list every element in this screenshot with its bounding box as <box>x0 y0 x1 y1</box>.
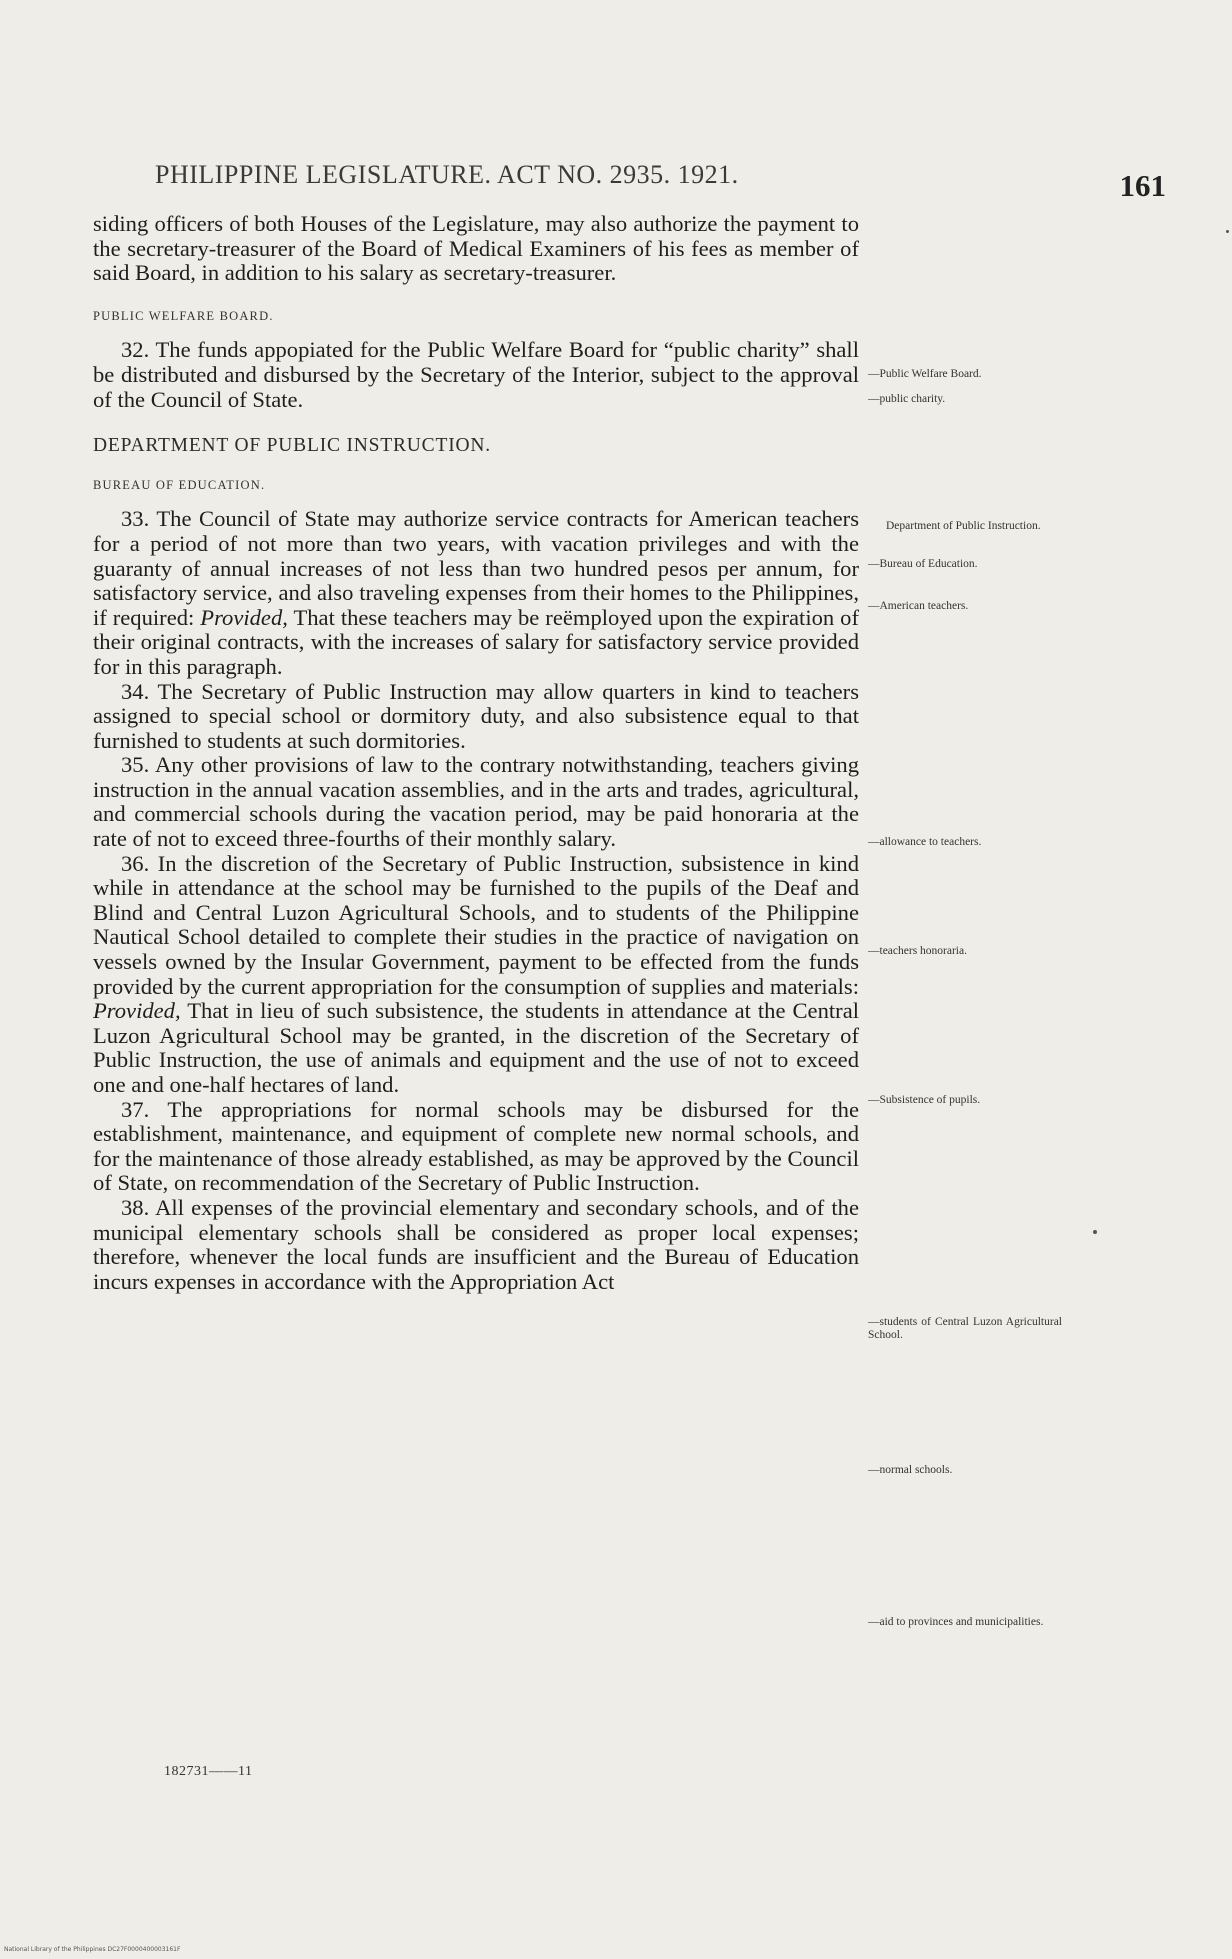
margin-note-public-welfare: —Public Welfare Board. <box>868 368 982 380</box>
margin-note-bureau: —Bureau of Education. <box>868 558 978 570</box>
department-heading: DEPARTMENT OF PUBLIC INSTRUCTION. <box>93 435 491 457</box>
page-number: 161 <box>1119 168 1166 203</box>
margin-note-aid-provinces: —aid to provinces and municipalities. <box>868 1616 1044 1628</box>
paragraph-37: 37. The appropriations for normal schools may be disbursed for the establishment, maintenance, and equipment of complete new normal schools, and for the maintenance of those already established, as may be approved by the Council of State, on recommendation of the Secretary of Public Instruction. <box>93 1096 859 1196</box>
continuation-paragraph: siding officers of both Houses of the Legislature, may also authorize the payment to the secretary-treasurer of the Board of Medical Examiners of his fees as member of said Board, in addition to his salary as secretary-treasurer. <box>93 211 859 286</box>
paragraph-34: 34. The Secretary of Public Instruction may allow quarters in kind to teachers assigned to special school or dormitory duty, and also subsistence equal to that furnished to students at such dormitories. <box>93 678 859 753</box>
margin-note-central-luzon: —students of Central Luzon Agricultural School. <box>868 1316 1062 1341</box>
scan-speck <box>1226 230 1229 233</box>
margin-note-american-teachers: —American teachers. <box>868 600 969 612</box>
bureau-heading: BUREAU OF EDUCATION. <box>93 477 266 492</box>
paragraph-33-text-cont: That these teachers may be reëmployed upon the expiration of their original contracts, with the increases of salary for satisfactory service provided for in this paragraph. <box>93 604 859 679</box>
margin-note-subsistence: —Subsistence of pupils. <box>868 1094 981 1106</box>
scan-credit: National Library of the Philippines DC27F0000400003161F <box>4 1946 181 1953</box>
paragraph-32: 32. The funds appopiated for the Public Welfare Board for “public charity” shall be distributed and disbursed by the Secretary of the Interior, subject to the approval of the Council of State. <box>93 337 859 412</box>
printer-signature: 182731——11 <box>164 1764 253 1779</box>
paragraph-33 <box>93 507 859 679</box>
paragraph-33-proviso: Provided, <box>200 604 288 630</box>
margin-note-honoraria: —teachers honoraria. <box>868 945 967 957</box>
paragraph-35: 35. Any other provisions of law to the contrary notwithstanding, teachers giving instruction in the annual vacation assemblies, and in the arts and trades, agricultural, and commercial schools during the vacation period, may be paid honoraria at the rate of not to exceed three-fourths of their monthly salary. <box>93 752 859 852</box>
body-text <box>93 212 859 1294</box>
paragraph-36-text: 36. In the discretion of the Secretary of Public Instruction, subsistence in kind while in attendance at the school may be furnished to the pupils of the Deaf and Blind and Central Luzon Agricultural Schools, and to students of the Philippine Nautical School detailed to complete their studies in the practice of navigation on vessels owned by the Insular Government, payment to be effected from the funds provided by the current appropriation for the consumption of supplies and materials: <box>93 850 859 999</box>
margin-note-public-charity: —public charity. <box>868 393 946 405</box>
paragraph-38: 38. All expenses of the provincial elementary and secondary schools, and of the municipal elementary schools shall be considered as proper local expenses; therefore, whenever the local funds are insufficient and the Bureau of Education incurs expenses in accordance with the Appropriation Act <box>93 1194 859 1294</box>
margin-note-department: Department of Public Instruction. <box>886 520 1041 532</box>
section-heading-public-welfare: PUBLIC WELFARE BOARD. <box>93 308 274 323</box>
margin-note-normal-schools: —normal schools. <box>868 1464 953 1476</box>
paragraph-36-text-cont: That in lieu of such subsistence, the students in attendance at the Central Luzon Agricultural School may be granted, in the discretion of the Secretary of Public Instruction, the use of animals and equipment and the use of not to exceed one and one-half hectares of land. <box>93 998 859 1097</box>
marginal-notes <box>868 0 1064 1959</box>
paragraph-36 <box>93 852 859 1098</box>
paragraph-36-proviso: Provided, <box>93 998 181 1024</box>
running-head: PHILIPPINE LEGISLATURE. ACT NO. 2935. 1921. <box>155 160 739 189</box>
margin-note-allowance: —allowance to teachers. <box>868 836 982 848</box>
paragraph-33-text: 33. The Council of State may authorize service contracts for American teachers for a period of not more than two years, with vacation privileges and with the guaranty of annual increases of not less than two hundred pesos per annum, for satisfactory service, and also traveling expenses from their homes to the Philippines, if required: <box>93 506 859 630</box>
scan-speck <box>1093 1230 1097 1234</box>
